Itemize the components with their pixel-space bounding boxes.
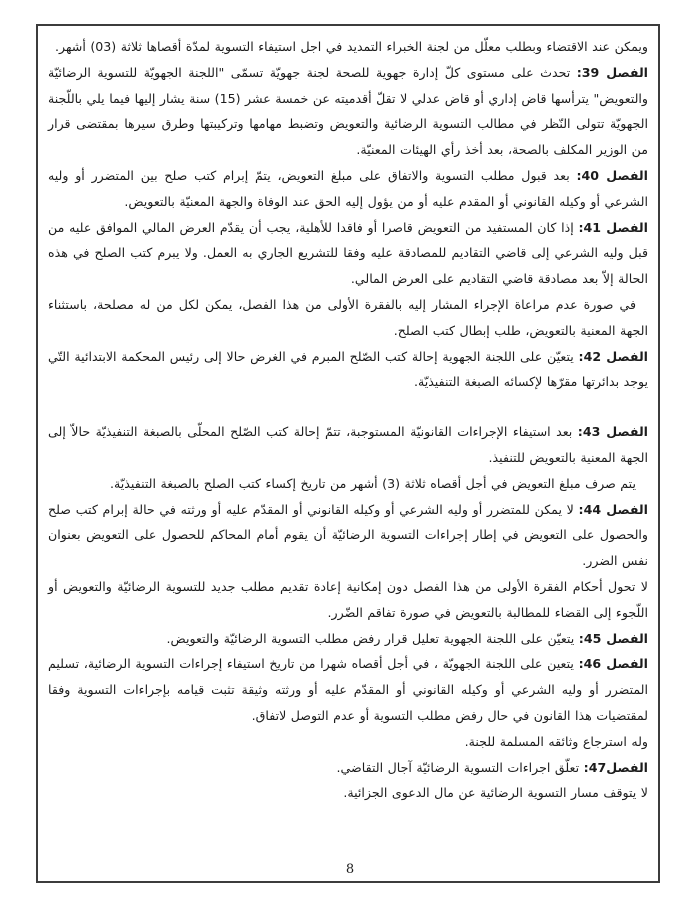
page-number: 8 bbox=[345, 862, 355, 877]
article-paragraph bbox=[48, 651, 648, 728]
paragraph-text: يتعيّن على اللجنة الجهوية تعليل قرار رفض مطلب التسوية الرضائيّة والتعويض. bbox=[166, 630, 575, 646]
text-paragraph bbox=[48, 729, 648, 755]
paragraph-text: يتعيّن على اللجنة الجهوية إحالة كتب الصّلح المبرم في الغرض حالا إلى رئيس المحكمة الابتدائية التّي يوجد بدائرتها مقرّها لإكسائه الصبغة التنفيذيّة. bbox=[48, 348, 648, 390]
article-paragraph bbox=[48, 497, 648, 574]
article-paragraph bbox=[48, 419, 648, 471]
article-label: الفصل 45: bbox=[578, 630, 648, 646]
article-paragraph bbox=[48, 60, 648, 163]
text-paragraph bbox=[48, 574, 648, 626]
text-paragraph bbox=[48, 471, 648, 497]
paragraph-text: يتعين على اللجنة الجهويّة ، في أجل أقصاه شهرا من تاريخ استيفاء إجراءات التسوية الرضائية، تسليم المتضرر أو وليه الشرعي أو وكيله القانوني أو المقدّم عليه أو ورثته وثيقة تثبت قيامه بإجراءات التسوية وفقا لمقتضيات هذا القانون في حال رفض مطلب التسوية أو عدم التوصل لاتفاق. bbox=[48, 656, 648, 723]
article-label: الفصل 42: bbox=[578, 348, 648, 364]
document-body bbox=[48, 34, 648, 806]
article-paragraph bbox=[48, 626, 648, 652]
article-label: الفصل 44: bbox=[578, 501, 648, 517]
paragraph-text: في صورة عدم مراعاة الإجراء المشار إليه بالفقرة الأولى من هذا الفصل، يمكن لكل من له مصلحة، باستثناء الجهة المعنية بالتعويض، طلب إبطال كتب الصلح. bbox=[48, 296, 648, 338]
article-paragraph bbox=[48, 755, 648, 781]
paragraph-text: لا يتوقف مسار التسوية الرضائية عن مال الدعوى الجزائية. bbox=[343, 785, 648, 801]
article-label: الفصل 41: bbox=[578, 219, 648, 235]
paragraph-text: يتم صرف مبلغ التعويض في أجل أقصاه ثلاثة (3) أشهر من تاريخ إكساء كتب الصلح بالصبغة التنفيذيّة. bbox=[110, 475, 636, 491]
paragraph-text: ويمكن عند الاقتضاء وبطلب معلّل من لجنة الخبراء التمديد في اجل استيفاء التسوية لمدّة أقصاها ثلاثة (03) أشهر. bbox=[55, 39, 648, 54]
paragraph-text: تعلّق اجراءات التسوية الرضائيّة آجال التقاضي. bbox=[336, 759, 580, 775]
article-paragraph bbox=[48, 344, 648, 396]
article-label: الفصل 40: bbox=[576, 167, 648, 183]
text-paragraph bbox=[48, 292, 648, 344]
paragraph-text: وله استرجاع وثائقه المسلمة للجنة. bbox=[464, 733, 648, 749]
article-label: الفصل 39: bbox=[576, 64, 648, 80]
paragraph-text: إذا كان المستفيد من التعويض قاصرا أو فاقدا للأهلية، يجب أن يقدّم العرض المالي الموافق عليه من قبل وليه الشرعي إلى قاضي التقاديم للمصادقة عليه وفقا للتشريع الجاري به العمل. ولا يبرم كتب الصلح في هذه الحالة إلاّ بعد مصادقة قاضي التقاديم على العرض المالي. bbox=[48, 219, 648, 287]
article-label: الفصل47: bbox=[583, 759, 648, 775]
paragraph-text: بعد قبول مطلب التسوية والاتفاق على مبلغ التعويض، يتمّ إبرام كتب صلح بين المتضرر أو وليه الشرعي أو وكيله القانوني أو المقدم عليه أو من يؤول إليه الحق عند الوفاة والجهة المعنيّة بالتعويض. bbox=[48, 167, 648, 209]
article-paragraph bbox=[48, 215, 648, 292]
paragraph-text: لا تحول أحكام الفقرة الأولى من هذا الفصل دون إمكانية إعادة تقديم مطلب جديد للتسوية الرضائيّة والتعويض أو اللّجوء إلى القضاء للمطالبة بالتعويض في صورة تفاقم الضّرر. bbox=[48, 578, 648, 620]
text-paragraph bbox=[48, 34, 648, 60]
text-paragraph bbox=[48, 780, 648, 806]
paragraph-text: لا يمكن للمتضرر أو وليه الشرعي أو وكيله القانوني أو المقدّم عليه أو ورثته في حالة إبرام كتب صلح والحصول على التعويض في إطار إجراءات التسوية الرضائيّة أن يقوم أمام المحاكم للحصول على التعويض بعنوان نفس الضرر. bbox=[48, 501, 648, 569]
article-label: الفصل 43: bbox=[577, 424, 648, 440]
article-label: الفصل 46: bbox=[578, 656, 648, 672]
paragraph-text: تحدث على مستوى كلّ إدارة جهوية للصحة لجنة جهويّة تسمّى "اللجنة الجهويّة للتسوية الرضائيّة والتعويض" يترأسها قاض إداري أو قاض عدلي لا تقلّ أقدميته عن خمسة عشر (15) سنة يشار إليها فيما يلي باللّجنة الجهويّة تتولى النّظر في مطالب التسوية الرضائية والتعويض وتضبط مهامها وتركيبتها وطرق سيرها بمقتضى قرار من الوزير المكلف بالصحة، بعد أخذ رأي الهيئات المعنيّة. bbox=[47, 64, 648, 158]
article-paragraph bbox=[48, 163, 648, 215]
paragraph-text: بعد استيفاء الإجراءات القانونيّة المستوجبة، تتمّ إحالة كتب الصّلح المحلّى بالصبغة التنفيذيّة حالاّ إلى الجهة المعنية بالتعويض للتنفيذ. bbox=[48, 424, 648, 465]
